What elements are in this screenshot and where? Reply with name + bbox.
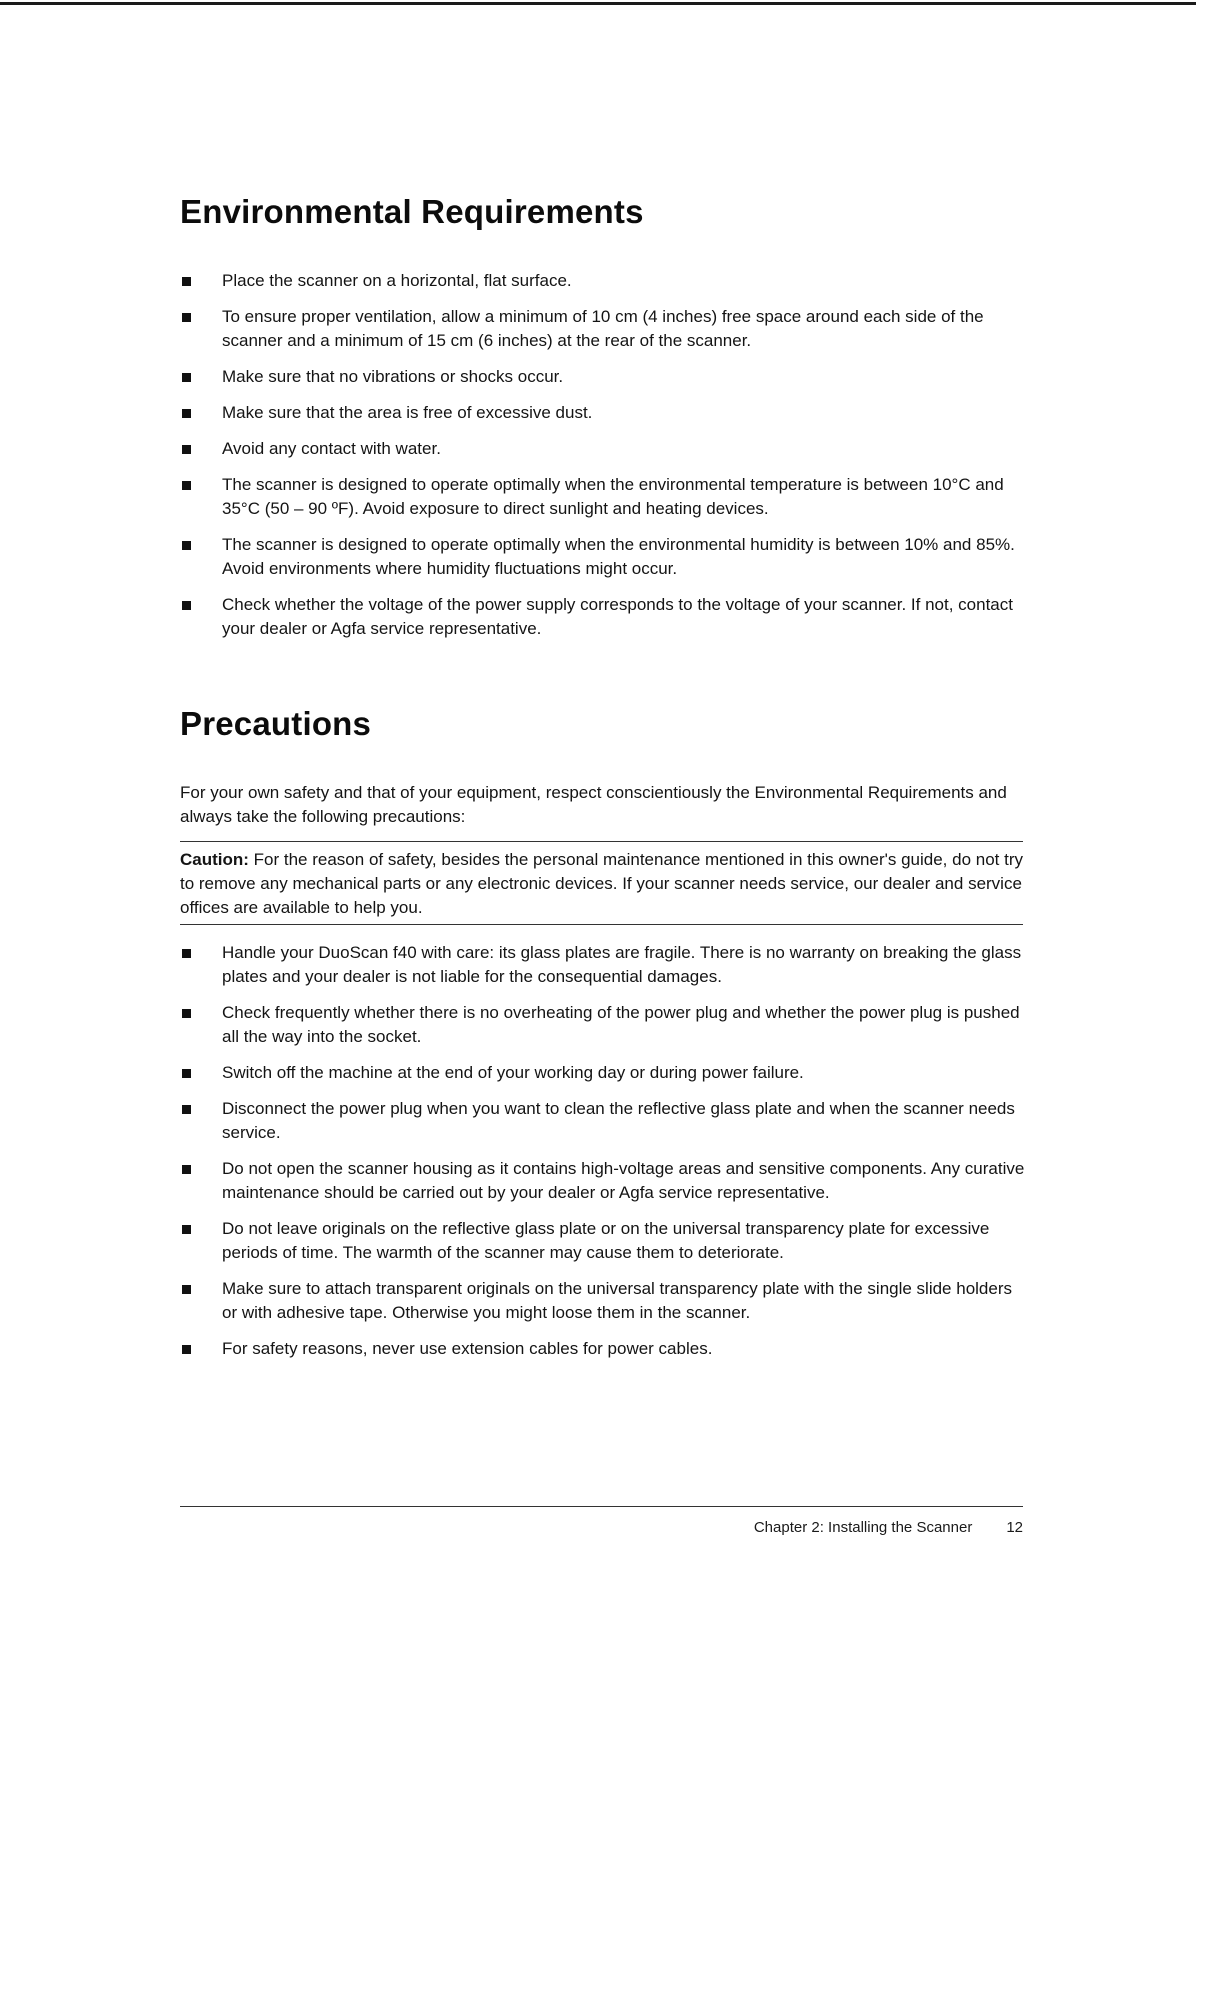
bullet-square-icon xyxy=(182,277,191,286)
page-footer xyxy=(180,1518,1023,1538)
precautions-intro: For your own safety and that of your equipment, respect conscientiously the Environmental Requirements and always take the following precautions: xyxy=(180,783,1007,826)
list-item-text: Disconnect the power plug when you want to clean the reflective glass plate and when the scanner needs service. xyxy=(222,1099,1015,1142)
list-item-text: Avoid any contact with water. xyxy=(222,439,441,458)
list-item xyxy=(180,593,1025,641)
bullet-square-icon xyxy=(182,313,191,322)
list-item-text: Do not open the scanner housing as it contains high-voltage areas and sensitive components. Any curative maintenance should be carried out by your dealer or Agfa service representative. xyxy=(222,1159,1025,1202)
list-item xyxy=(180,1157,1025,1205)
bullet-square-icon xyxy=(182,481,191,490)
bullet-square-icon xyxy=(182,1165,191,1174)
list-item-text: The scanner is designed to operate optimally when the environmental temperature is between 10°C and 35°C (50 – 90 ºF). Avoid exposure to direct sunlight and heating devices. xyxy=(222,475,1004,518)
list-item xyxy=(180,1097,1025,1145)
list-item xyxy=(180,1061,1025,1085)
list-item-text: Make sure that the area is free of excessive dust. xyxy=(222,403,593,422)
list-item xyxy=(180,401,1025,425)
environmental-requirements-list xyxy=(180,269,1025,653)
list-item-text: Make sure that no vibrations or shocks occur. xyxy=(222,367,564,386)
bullet-square-icon xyxy=(182,409,191,418)
list-item-text: Check whether the voltage of the power supply corresponds to the voltage of your scanner. If not, contact your dealer or Agfa service representative. xyxy=(222,595,1013,638)
list-item-text: To ensure proper ventilation, allow a minimum of 10 cm (4 inches) free space around each side of the scanner and a minimum of 15 cm (6 inches) at the rear of the scanner. xyxy=(222,307,984,350)
list-item xyxy=(180,269,1025,293)
footer-rule xyxy=(180,1506,1023,1507)
bullet-square-icon xyxy=(182,541,191,550)
caution-text: For the reason of safety, besides the personal maintenance mentioned in this owner's guide, do not try to remove any mechanical parts or any electronic devices. If your scanner needs service, our dealer and service offices are available to help you. xyxy=(180,850,1023,917)
bullet-square-icon xyxy=(182,1285,191,1294)
list-item xyxy=(180,473,1025,521)
list-item-text: Check frequently whether there is no overheating of the power plug and whether the power plug is pushed all the way into the socket. xyxy=(222,1003,1020,1046)
precautions-list xyxy=(180,941,1025,1373)
list-item-text: Handle your DuoScan f40 with care: its glass plates are fragile. There is no warranty on breaking the glass plates and your dealer is not liable for the consequential damages. xyxy=(222,943,1022,986)
footer-chapter-title: Chapter 2: Installing the Scanner xyxy=(753,1519,973,1536)
list-item xyxy=(180,365,1025,389)
bullet-square-icon xyxy=(182,1345,191,1354)
list-item-text: Make sure to attach transparent originals on the universal transparency plate with the single slide holders or with adhesive tape. Otherwise you might loose them in the scanner. xyxy=(222,1279,1012,1322)
bullet-square-icon xyxy=(182,445,191,454)
caution-note xyxy=(180,841,1023,925)
list-item xyxy=(180,941,1025,989)
list-item xyxy=(180,1001,1025,1049)
list-item xyxy=(180,1337,1025,1361)
list-item-text: Place the scanner on a horizontal, flat surface. xyxy=(222,271,572,290)
bullet-square-icon xyxy=(182,1009,191,1018)
bullet-square-icon xyxy=(182,373,191,382)
bullet-square-icon xyxy=(182,601,191,610)
list-item xyxy=(180,1277,1025,1325)
list-item-text: Switch off the machine at the end of your working day or during power failure. xyxy=(222,1063,804,1082)
list-item-text: Do not leave originals on the reflective glass plate or on the universal transparency plate for excessive periods of time. The warmth of the scanner may cause them to deteriorate. xyxy=(222,1219,990,1262)
list-item-text: The scanner is designed to operate optimally when the environmental humidity is between 10% and 85%. Avoid environments where humidity fluctuations might occur. xyxy=(222,535,1015,578)
caution-label: Caution: xyxy=(180,850,249,869)
bullet-square-icon xyxy=(182,1225,191,1234)
list-item xyxy=(180,533,1025,581)
top-rule xyxy=(0,2,1196,5)
list-item xyxy=(180,437,1025,461)
list-item xyxy=(180,305,1025,353)
page-number: 12 xyxy=(1006,1519,1023,1536)
list-item xyxy=(180,1217,1025,1265)
bullet-square-icon xyxy=(182,1069,191,1078)
list-item-text: For safety reasons, never use extension cables for power cables. xyxy=(222,1339,713,1358)
environmental-requirements-heading: Environmental Requirements xyxy=(180,193,644,230)
precautions-heading: Precautions xyxy=(180,705,372,742)
bullet-square-icon xyxy=(182,1105,191,1114)
bullet-square-icon xyxy=(182,949,191,958)
